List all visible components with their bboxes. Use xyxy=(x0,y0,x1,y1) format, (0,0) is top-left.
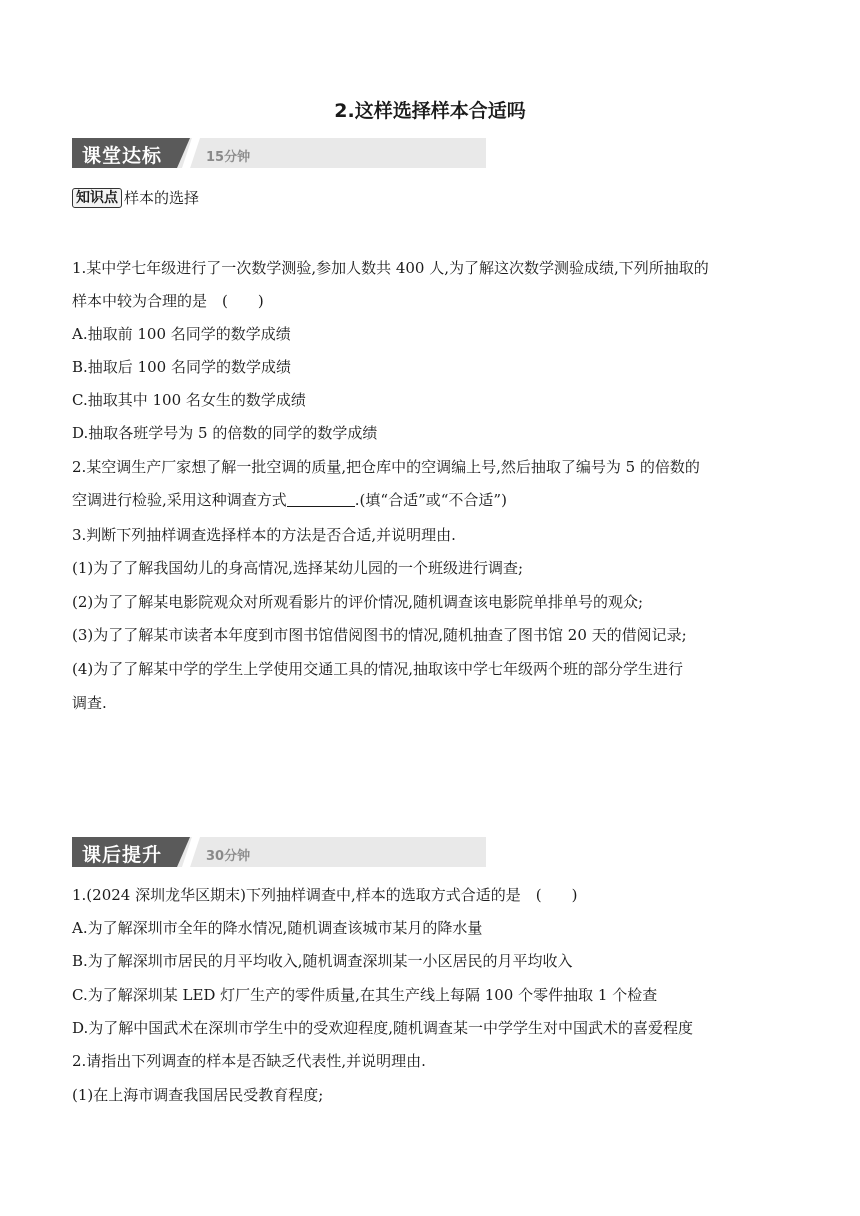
option-c: C.抽取其中 100 名女生的数学成绩 xyxy=(72,391,306,409)
section-label: 课堂达标 xyxy=(82,145,163,167)
sub-question-continued: 调查. xyxy=(72,694,107,712)
option-d: D.为了解中国武术在深圳市学生中的受欢迎程度,随机调查某一中学学生对中国武术的喜爱程度 xyxy=(72,1019,694,1037)
section-time: 15分钟 xyxy=(206,150,251,165)
option-b: B.为了解深圳市居民的月平均收入,随机调查深圳某一小区居民的月平均收入 xyxy=(72,952,573,970)
question-stem: 1.某中学七年级进行了一次数学测验,参加人数共 400 人,为了解这次数学测验成绩,下列所抽取的 xyxy=(72,259,709,277)
question-fill-line xyxy=(72,490,507,510)
question-stem: 2.请指出下列调查的样本是否缺乏代表性,并说明理由. xyxy=(72,1052,426,1070)
sub-question: (1)为了了解我国幼儿的身高情况,选择某幼儿园的一个班级进行调查; xyxy=(72,559,524,577)
option-a: A.抽取前 100 名同学的数学成绩 xyxy=(72,325,291,343)
option-a: A.为了解深圳市全年的降水情况,随机调查该城市某月的降水量 xyxy=(72,919,483,937)
sub-question: (3)为了了解某市读者本年度到市图书馆借阅图书的情况,随机抽查了图书馆 20 天的借阅记录; xyxy=(72,626,687,644)
section-time: 30分钟 xyxy=(206,849,251,864)
knowledge-point-title: 样本的选择 xyxy=(124,189,200,207)
question-stem: 1.(2024 深圳龙华区期末)下列抽样调查中,样本的选取方式合适的是 ( ) xyxy=(72,886,578,904)
question-text: 空调进行检验,采用这种调查方式 xyxy=(72,491,287,509)
answer-blank[interactable] xyxy=(287,492,355,507)
section-label: 课后提升 xyxy=(82,844,163,866)
option-b: B.抽取后 100 名同学的数学成绩 xyxy=(72,358,291,376)
question-stem: 3.判断下列抽样调查选择样本的方法是否合适,并说明理由. xyxy=(72,526,456,544)
option-c: C.为了解深圳某 LED 灯厂生产的零件质量,在其生产线上每隔 100 个零件抽取 1 个检查 xyxy=(72,986,658,1004)
question-stem: 2.某空调生产厂家想了解一批空调的质量,把仓库中的空调编上号,然后抽取了编号为 5 的倍数的 xyxy=(72,458,700,476)
knowledge-point-heading xyxy=(72,188,199,208)
sub-question: (1)在上海市调查我国居民受教育程度; xyxy=(72,1086,324,1104)
page-title: 2.这样选择样本合适吗 xyxy=(334,100,526,122)
section-banner-after-class xyxy=(72,837,486,867)
option-d: D.抽取各班学号为 5 的倍数的同学的数学成绩 xyxy=(72,424,378,442)
sub-question: (2)为了了解某电影院观众对所观看影片的评价情况,随机调查该电影院单排单号的观众; xyxy=(72,593,644,611)
section-banner-classroom xyxy=(72,138,486,168)
sub-question: (4)为了了解某中学的学生上学使用交通工具的情况,抽取该中学七年级两个班的部分学生进行 xyxy=(72,660,684,678)
question-text: .(填“合适”或“不合适”) xyxy=(354,491,507,509)
question-stem: 样本中较为合理的是 ( ) xyxy=(72,292,264,310)
knowledge-point-badge: 知识点 xyxy=(72,188,122,208)
